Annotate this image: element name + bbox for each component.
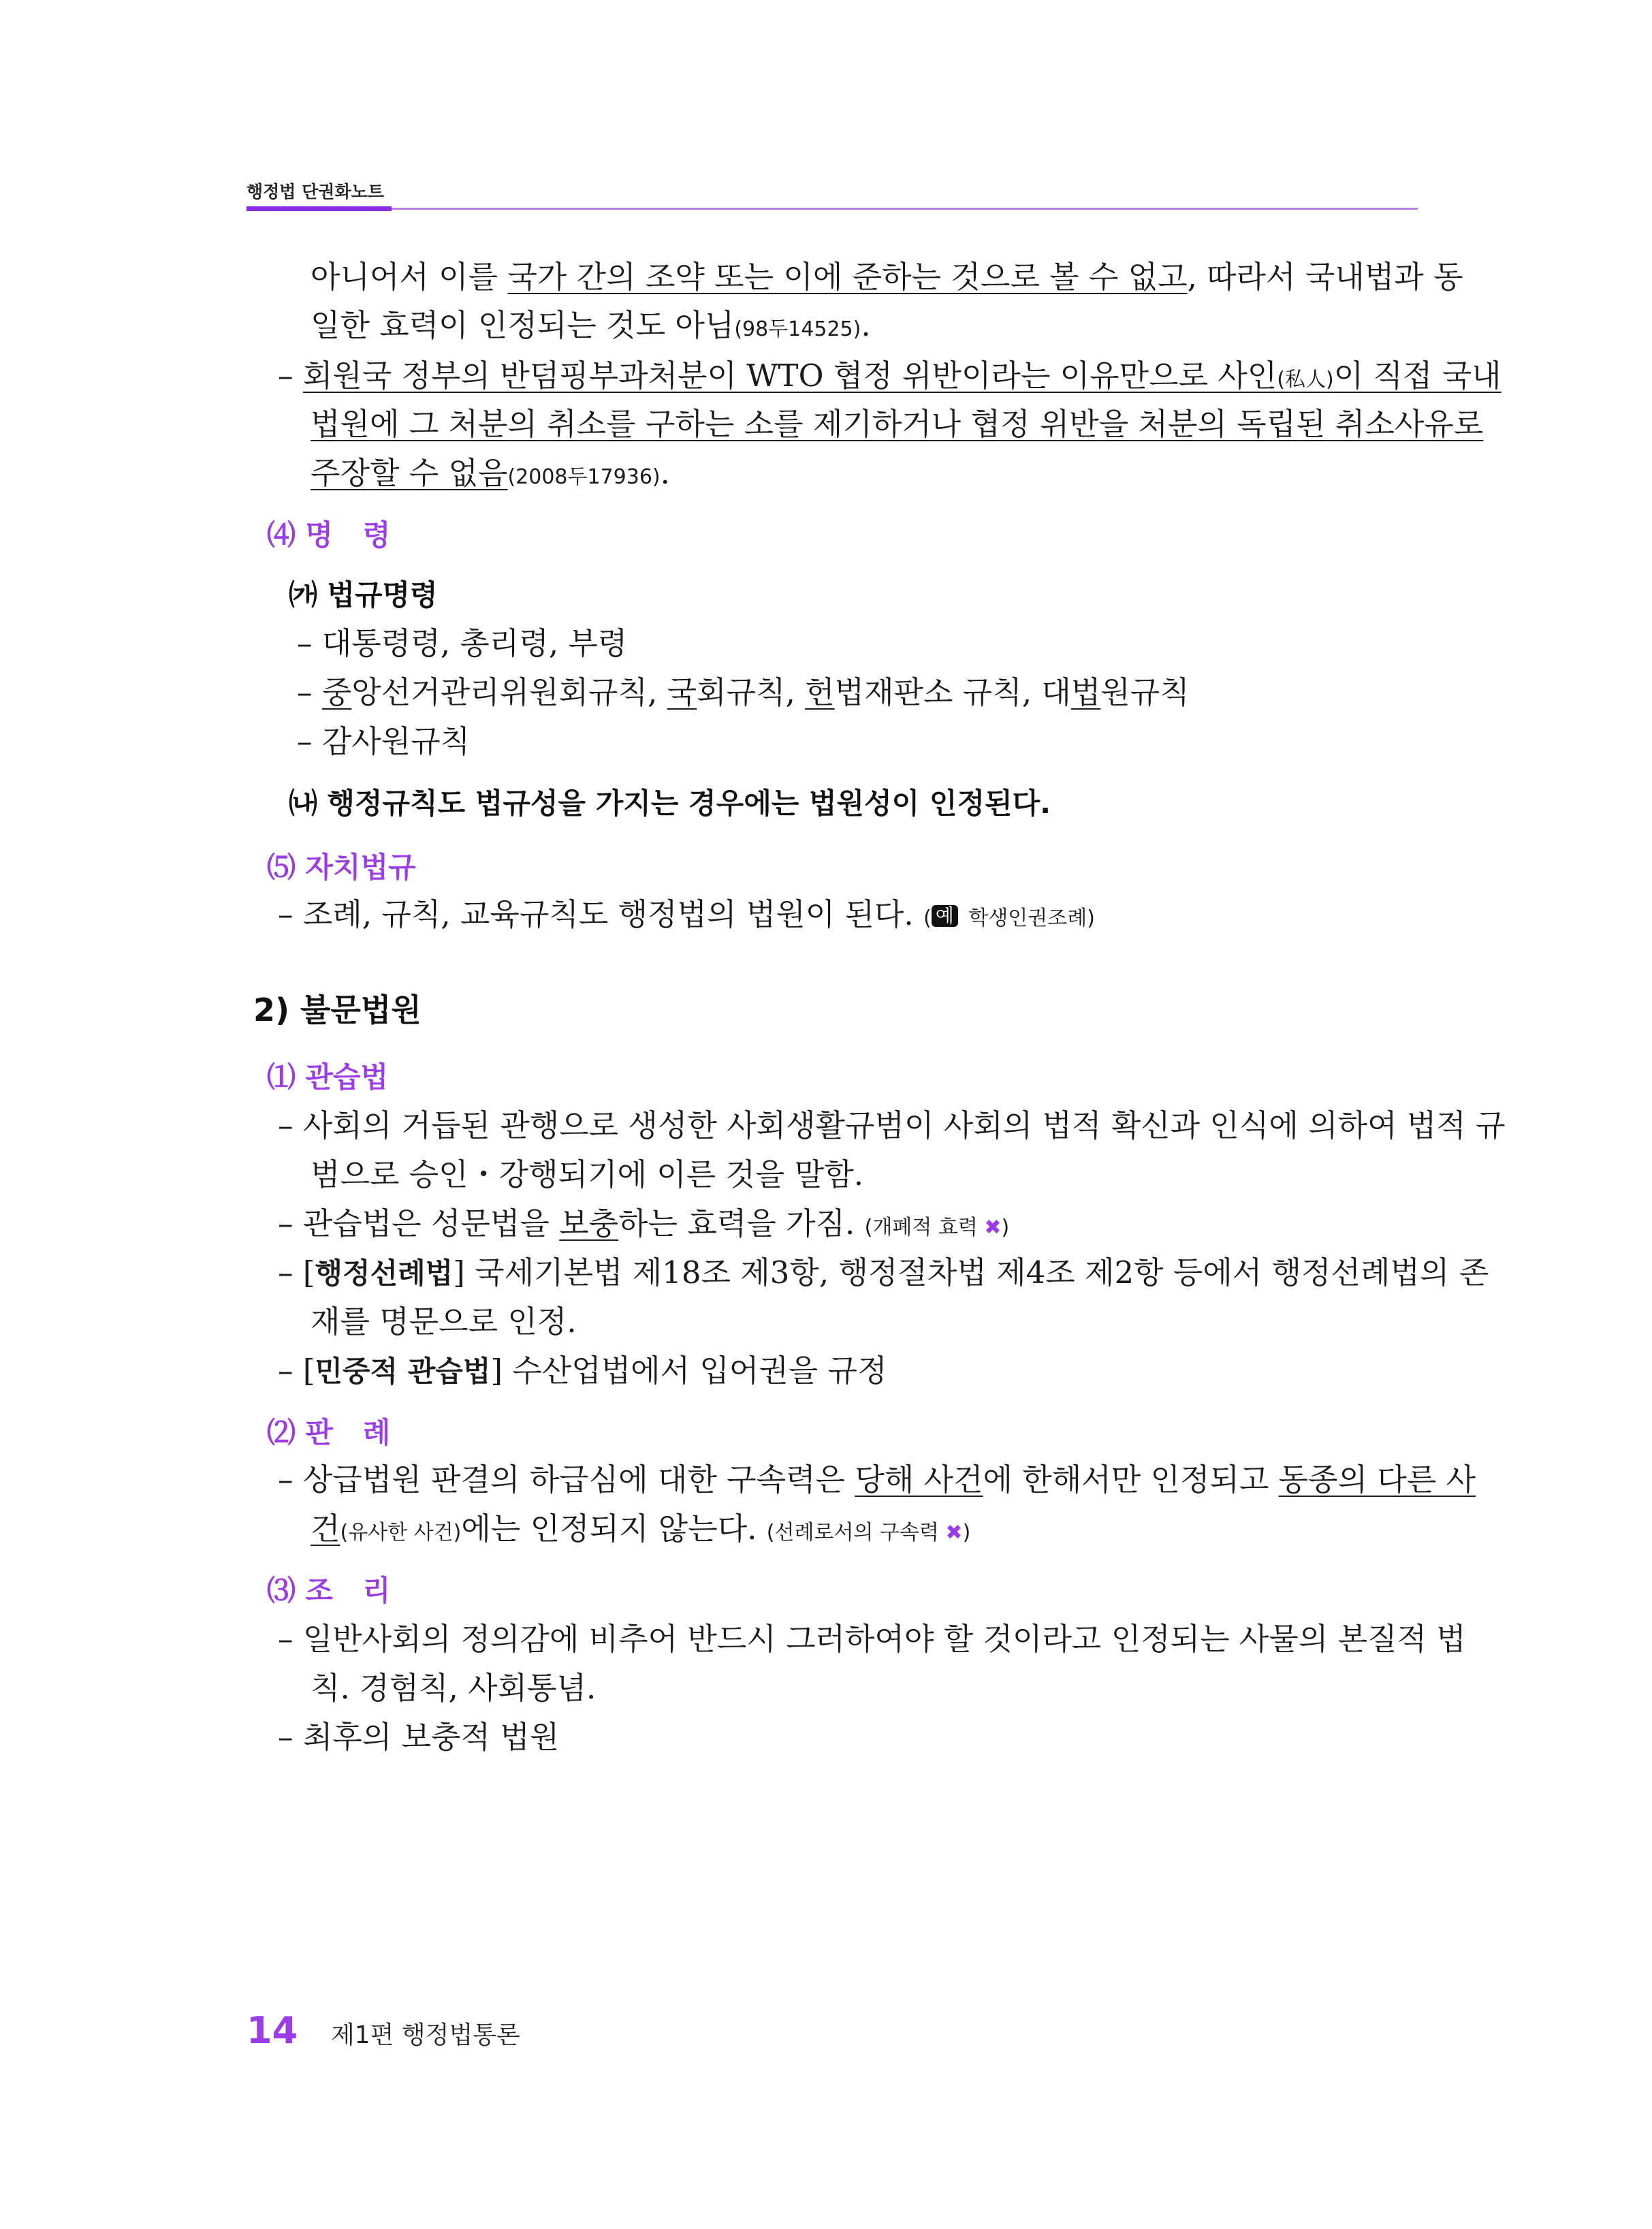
bullet-wto-line-3: 주장할 수 없음(2008두17936).	[311, 455, 670, 491]
case-citation: (2008두17936)	[507, 465, 661, 489]
heading-order: ⑷ 명 령	[267, 518, 391, 552]
subheading-administrative-rules: ㈏ 행정규칙도 법규성을 가지는 경우에는 법원성이 인정된다.	[289, 787, 1051, 820]
bullet-natural-reason-1: – 일반사회의 정의감에 비추어 반드시 그러하여야 할 것이라고 인정되는 사물의 본질적 법	[278, 1621, 1466, 1657]
header-rule-accent	[247, 206, 392, 211]
heading-customary-law: ⑴ 관습법	[267, 1060, 389, 1094]
x-mark-icon: ✖	[945, 1521, 963, 1545]
heading-natural-reason: ⑶ 조 리	[267, 1574, 391, 1607]
bullet-customary-definition-2: 범으로 승인・강행되기에 이른 것을 말함.	[311, 1156, 864, 1192]
para-continuation-line-1: 아니어서 이를 국가 간의 조약 또는 이에 준하는 것으로 볼 수 없고, 따라서 국내법과 동	[311, 259, 1463, 295]
header-rule	[247, 208, 1418, 210]
bullet-wto-line-1: – 회원국 정부의 반덤핑부과처분이 WTO 협정 위반이라는 이유만으로 사인(私人)이 직접 국내	[278, 358, 1502, 394]
bullet-audit-rules: – 감사원규칙	[297, 723, 471, 759]
case-citation: (98두14525)	[734, 317, 861, 341]
bullet-natural-reason-2: 칙. 경험칙, 사회통념.	[311, 1670, 597, 1706]
bullet-last-resort-source: – 최후의 보충적 법원	[278, 1719, 560, 1755]
example-badge: 예	[932, 905, 958, 927]
bullet-administrative-precedent-2: 재를 명문으로 인정.	[311, 1303, 577, 1340]
bullet-precedent-1: – 상급법원 판결의 하급심에 대한 구속력은 당해 사건에 한해서만 인정되고 동종의 다른 사	[278, 1461, 1476, 1498]
bullet-administrative-precedent-1: – [행정선례법] 국세기본법 제18조 제3항, 행정절차법 제4조 제2항 등에서 행정선례법의 존	[278, 1254, 1489, 1291]
bullet-precedent-2: 건(유사한 사건)에는 인정되지 않는다. (선례로서의 구속력 ✖)	[311, 1511, 971, 1547]
bullet-customary-definition-1: – 사회의 거듭된 관행으로 생성한 사회생활규범이 사회의 법적 확신과 인식에 의하여 법적 규	[278, 1107, 1506, 1143]
x-mark-icon: ✖	[984, 1216, 1002, 1239]
bullet-popular-custom: – [민중적 관습법] 수산업법에서 입어권을 규정	[278, 1353, 887, 1389]
section-heading-unwritten-sources: 2) 불문법원	[253, 992, 422, 1028]
heading-autonomous-laws: ⑸ 자치법규	[267, 851, 416, 884]
heading-precedent: ⑵ 판 례	[267, 1416, 391, 1449]
running-header: 행정법 단권화노트	[247, 182, 384, 202]
bullet-orders: – 대통령령, 총리령, 부령	[297, 625, 628, 661]
bullet-rules: – 중앙선거관리위원회규칙, 국회규칙, 헌법재판소 규칙, 대법원규칙	[297, 674, 1190, 710]
bullet-autonomous-laws: – 조례, 규칙, 교육규칙도 행정법의 법원이 된다. ( 예 학생인권조례)	[278, 896, 1095, 932]
bullet-customary-effect: – 관습법은 성문법을 보충하는 효력을 가짐. (개폐적 효력 ✖)	[278, 1205, 1010, 1242]
page-number: 14	[247, 2009, 298, 2052]
chapter-label: 제1편 행정법통론	[331, 2021, 520, 2049]
para-continuation-line-2: 일한 효력이 인정되는 것도 아님(98두14525).	[311, 307, 871, 343]
underlined-phrase: 국가 간의 조약 또는 이에 준하는 것으로 볼 수 없고	[507, 259, 1188, 295]
bullet-wto-line-2: 법원에 그 처분의 취소를 구하는 소를 제기하거나 협정 위반을 처분의 독립된 취소사유로	[311, 406, 1484, 442]
subheading-legislative-order: ㈎ 법규명령	[289, 578, 438, 612]
